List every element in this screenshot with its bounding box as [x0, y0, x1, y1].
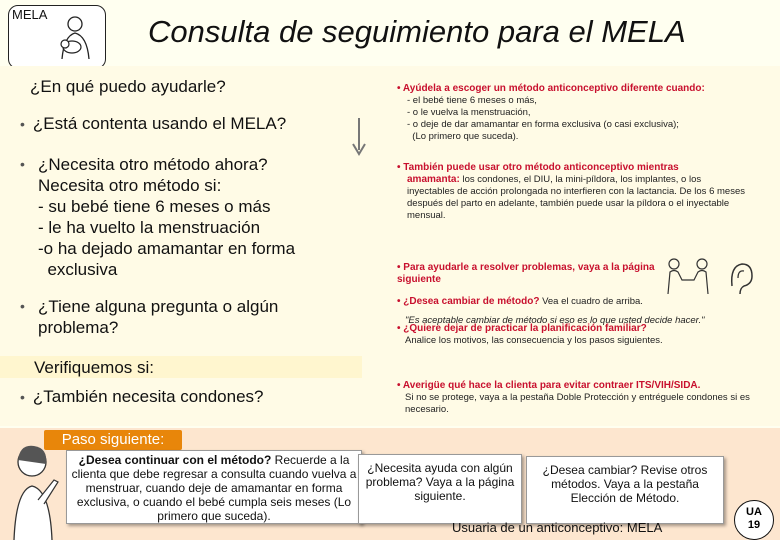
question-line: exclusiva — [38, 260, 118, 279]
block1-line: (Lo primero que suceda). — [407, 131, 519, 142]
right-block-2 — [397, 162, 747, 222]
footer-label: Usuaria de un anticonceptivo: MELA — [452, 520, 663, 535]
question-line: ¿Tiene alguna pregunta o algún — [38, 297, 279, 316]
block3-heading: • Para ayudarle a resolver problemas, vaya a la página siguiente — [397, 262, 655, 285]
question-condoms: • ¿También necesita condones? — [20, 387, 264, 406]
ua-badge: UA 19 — [734, 500, 774, 540]
block4-heading: • ¿Desea cambiar de método? Vea el cuadro de arriba. — [397, 296, 643, 307]
question-satisfied: • ¿Está contenta usando el MELA? — [20, 114, 287, 133]
next-step-tab: Paso siguiente: — [44, 430, 182, 450]
help-question: ¿En qué puedo ayudarle? — [30, 77, 226, 96]
block1-line: - el bebé tiene 6 meses o más, — [407, 95, 537, 106]
question-line: ¿Necesita otro método ahora? — [38, 155, 268, 174]
continue-card: ¿Desea continuar con el método? Recuerde a la clienta que debe regresar a consulta cuando vuelva a menstruar, cuando deje de amamantar en forma exclusiva, o cuando el bebé cumpla seis meses (Lo primero que suceda). — [66, 450, 362, 524]
right-block-1 — [397, 83, 769, 143]
change-card[interactable]: ¿Desea cambiar? Revise otros métodos. Vaya a la pestaña Elección de Método. — [526, 456, 724, 524]
question-line: - le ha vuelto la menstruación — [38, 218, 261, 237]
block5-text: Analice los motivos, las consecuencia y los pasos siguientes. — [405, 335, 663, 346]
block1-heading: • Ayúdela a escoger un método anticonceptivo diferente cuando: — [397, 83, 705, 94]
block6-text: Si no se protege, vaya a la pestaña Doble Protección y entréguele condones si es necesario. — [405, 392, 750, 415]
verify-heading: Verifiquemos si: — [34, 358, 154, 377]
question-line: -o ha dejado amamantar en forma — [38, 239, 296, 258]
question-line: - su bebé tiene 6 meses o más — [38, 197, 271, 216]
right-block-6 — [397, 380, 769, 416]
badge-label: MELA — [12, 7, 48, 22]
block4-quote: "Es aceptable cambiar de método si eso es lo que usted decide hacer." — [405, 315, 705, 326]
block5-heading: • ¿Quiere dejar de practicar la planificación familiar? — [397, 323, 647, 334]
page-title: Consulta de seguimiento para el MELA — [148, 14, 686, 49]
arrow-icon — [352, 118, 366, 160]
question-line: problema? — [38, 318, 119, 337]
block2-text: amamanta: los condones, el DIU, la mini-píldora, los implantes, o los inyectables de acción prolongada no interfieren con la lactancia. De los 6 meses después del parto en adelante, también puede usar la píldora o el inyectable mensual. — [407, 174, 745, 221]
woman-pointing-icon — [4, 440, 64, 540]
mother-baby-icon — [50, 14, 100, 64]
block1-line: - o deje de dar amamantar en forma exclusiva (o casi exclusiva); — [407, 119, 679, 130]
question-line: Necesita otro método si: — [38, 176, 222, 195]
block6-heading: • Averigüe qué hace la clienta para evitar contraer ITS/VIH/SIDA. — [397, 380, 701, 391]
problem-card[interactable]: ¿Necesita ayuda con algún problema? Vaya a la página siguiente. — [358, 454, 522, 524]
right-block-5 — [397, 323, 769, 347]
right-block-4 — [397, 291, 769, 327]
block2-heading: • También puede usar otro método anticonceptivo mientras — [397, 162, 679, 173]
right-block-3 — [397, 262, 657, 286]
counselor-client-icon — [660, 256, 716, 296]
block1-line: - o le vuelva la menstruación, — [407, 107, 531, 118]
